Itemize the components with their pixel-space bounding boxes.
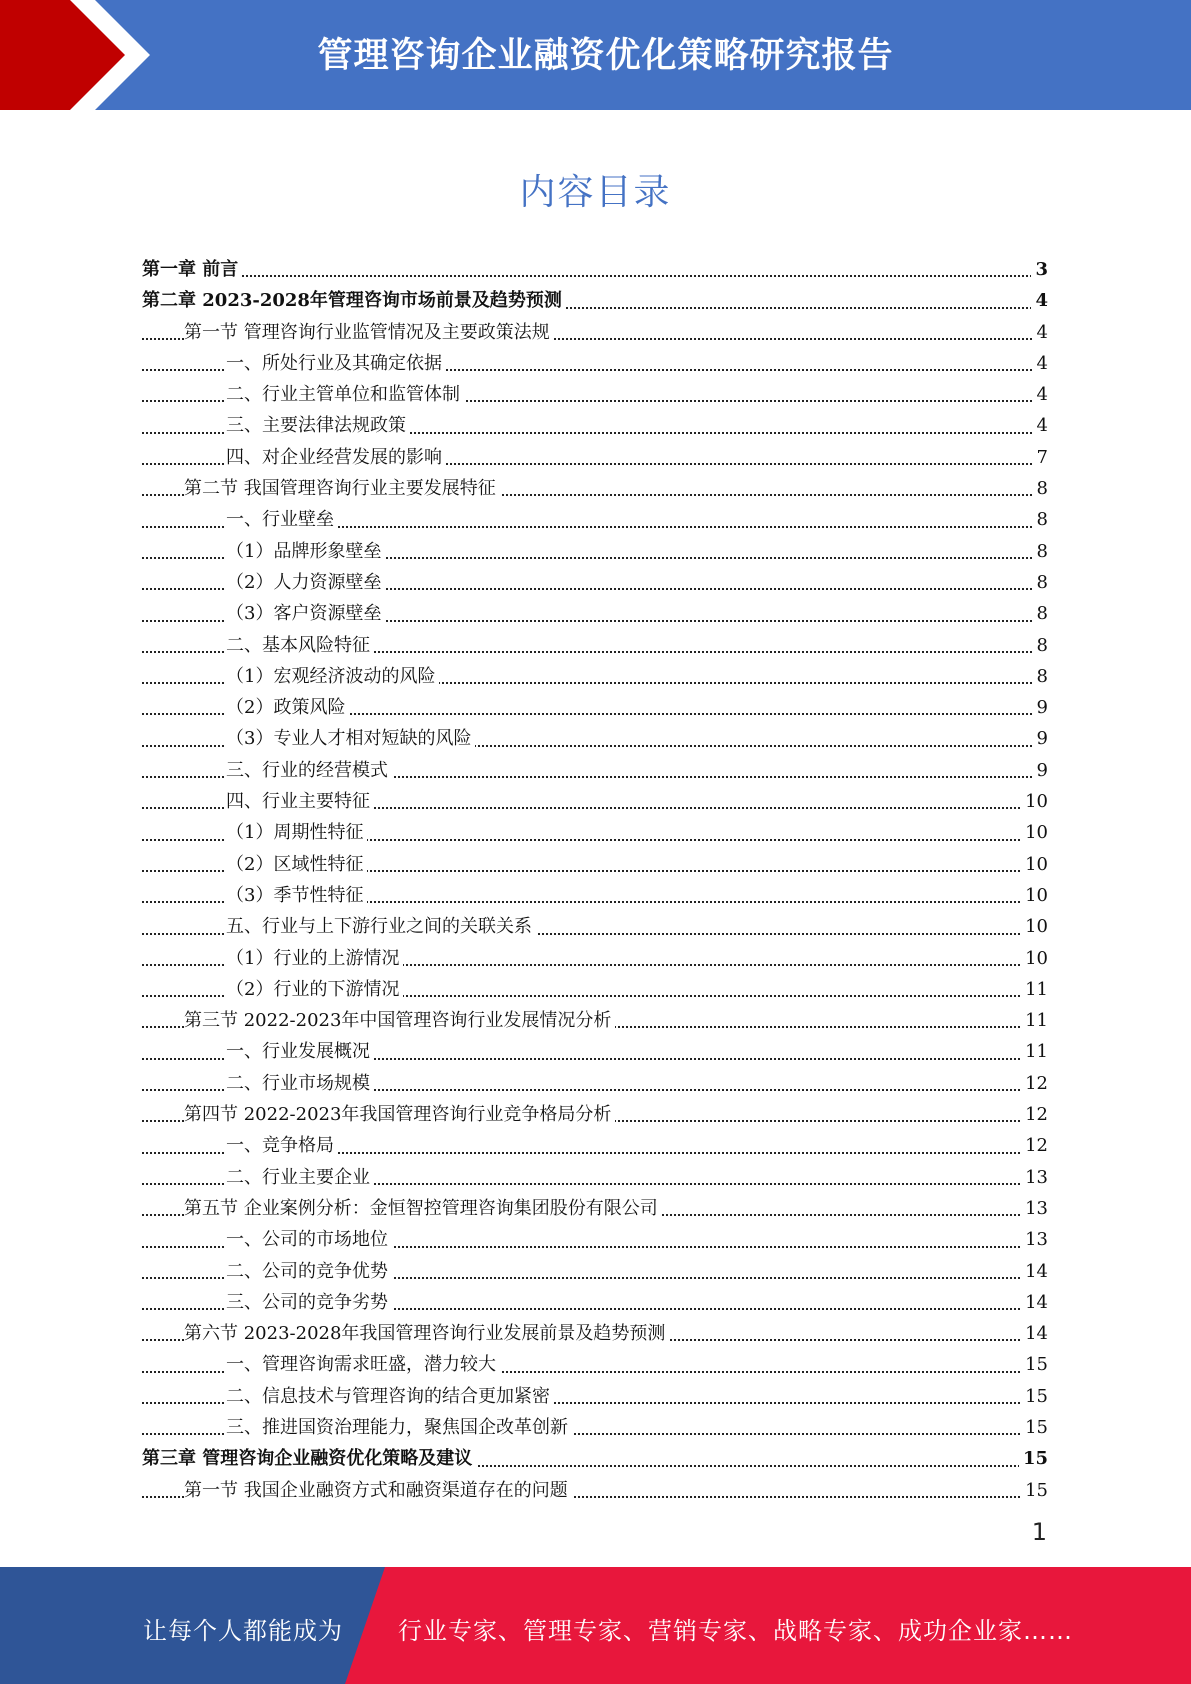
toc-entry[interactable] <box>142 598 1048 629</box>
toc-entry-title: 二、行业市场规模 <box>226 1068 374 1099</box>
toc-entry-title: 第二节 我国管理咨询行业主要发展特征 <box>184 473 500 504</box>
toc-entry-page: 10 <box>1021 817 1048 848</box>
toc-entry-page: 8 <box>1033 661 1048 692</box>
toc-entry-title: 第三节 2022-2023年中国管理咨询行业发展情况分析 <box>184 1005 615 1036</box>
toc-entry[interactable] <box>142 1068 1048 1099</box>
toc-heading: 内容目录 <box>519 172 672 213</box>
toc-entry[interactable] <box>142 317 1048 348</box>
toc-entry-page: 11 <box>1021 1005 1048 1036</box>
toc-entry[interactable] <box>142 849 1048 880</box>
toc-entry[interactable] <box>142 911 1048 942</box>
toc-entry-title: 四、对企业经营发展的影响 <box>226 442 446 473</box>
toc-entry-page: 14 <box>1021 1256 1048 1287</box>
toc-entry[interactable] <box>142 1162 1048 1193</box>
toc-entry[interactable] <box>142 1224 1048 1255</box>
toc-entry[interactable] <box>142 410 1048 441</box>
toc-entry-title: 一、行业壁垒 <box>226 504 338 535</box>
toc-entry-page: 15 <box>1019 1443 1048 1474</box>
toc-entry[interactable] <box>142 536 1048 567</box>
toc-entry-page: 8 <box>1033 504 1048 535</box>
page-number: 1 <box>1031 1518 1047 1546</box>
report-title: 管理咨询企业融资优化策略研究报告 <box>317 36 894 76</box>
toc-entry-title: （1）行业的上游情况 <box>226 943 403 974</box>
toc-entry-title: 三、推进国资治理能力，聚焦国企改革创新 <box>226 1412 572 1443</box>
toc-entry-page: 8 <box>1033 473 1048 504</box>
toc-entry-page: 11 <box>1021 1036 1048 1067</box>
toc-entry-title: 一、管理咨询需求旺盛，潜力较大 <box>226 1349 500 1380</box>
toc-entry[interactable] <box>142 1287 1048 1318</box>
toc-entry-title: 三、主要法律法规政策 <box>226 410 410 441</box>
toc-entry[interactable] <box>142 661 1048 692</box>
toc-entry-page: 11 <box>1021 974 1048 1005</box>
toc-entry[interactable] <box>142 348 1048 379</box>
toc-entry-title: （3）客户资源壁垒 <box>226 598 385 629</box>
toc-entry-page: 13 <box>1021 1193 1048 1224</box>
toc-entry-title: 第五节 企业案例分析：金恒智控管理咨询集团股份有限公司 <box>184 1193 662 1224</box>
toc-entry[interactable] <box>142 817 1048 848</box>
toc-entry-title: （2）区域性特征 <box>226 849 367 880</box>
toc-entry[interactable] <box>142 880 1048 911</box>
toc-entry-title: 一、行业发展概况 <box>226 1036 374 1067</box>
toc-entry-page: 9 <box>1033 755 1048 786</box>
toc-entry-title: （2）政策风险 <box>226 692 349 723</box>
toc-entry-title: 三、公司的竞争劣势 <box>226 1287 392 1318</box>
toc-entry-title: 二、公司的竞争优势 <box>226 1256 392 1287</box>
toc-entry[interactable] <box>142 786 1048 817</box>
toc-entry-page: 10 <box>1021 786 1048 817</box>
toc-entry-page: 15 <box>1021 1412 1048 1443</box>
toc-entry-page: 3 <box>1031 254 1048 285</box>
toc-entry-title: 一、公司的市场地位 <box>226 1224 392 1255</box>
toc-entry-title: 第一章 前言 <box>142 254 242 285</box>
toc-entry-title: 第一节 我国企业融资方式和融资渠道存在的问题 <box>184 1475 572 1506</box>
toc-entry-title: 一、所处行业及其确定依据 <box>226 348 446 379</box>
toc-entry[interactable] <box>142 1099 1048 1130</box>
toc-entry[interactable] <box>142 254 1048 285</box>
toc-entry-title: （3）专业人才相对短缺的风险 <box>226 723 475 754</box>
toc-entry-page: 8 <box>1033 536 1048 567</box>
toc-entry-page: 9 <box>1033 692 1048 723</box>
toc-entry-page: 14 <box>1021 1287 1048 1318</box>
toc-entry-page: 15 <box>1021 1475 1048 1506</box>
toc-entry[interactable] <box>142 755 1048 786</box>
toc-entry[interactable] <box>142 943 1048 974</box>
toc-entry[interactable] <box>142 723 1048 754</box>
toc-entry[interactable] <box>142 630 1048 661</box>
toc-entry-page: 8 <box>1033 598 1048 629</box>
toc-entry-title: （1）周期性特征 <box>226 817 367 848</box>
toc-entry-page: 8 <box>1033 630 1048 661</box>
toc-entry-title: 第四节 2022-2023年我国管理咨询行业竞争格局分析 <box>184 1099 615 1130</box>
toc-entry-title: 第二章 2023-2028年管理咨询市场前景及趋势预测 <box>142 285 566 316</box>
toc-entry[interactable] <box>142 1381 1048 1412</box>
toc-entry-title: 二、信息技术与管理咨询的结合更加紧密 <box>226 1381 554 1412</box>
toc-entry[interactable] <box>142 1193 1048 1224</box>
toc-entry-page: 9 <box>1033 723 1048 754</box>
toc-entry-page: 13 <box>1021 1162 1048 1193</box>
toc-entry-page: 15 <box>1021 1349 1048 1380</box>
toc-entry[interactable] <box>142 1318 1048 1349</box>
toc-entry-title: 一、竞争格局 <box>226 1130 338 1161</box>
toc-entry-page: 4 <box>1033 317 1048 348</box>
toc-entry-page: 4 <box>1033 410 1048 441</box>
toc-entry-title: （1）品牌形象壁垒 <box>226 536 385 567</box>
toc-entry-page: 10 <box>1021 849 1048 880</box>
footer-slogan-left: 让每个人都能成为 <box>143 1617 343 1645</box>
toc-entry-page: 10 <box>1021 943 1048 974</box>
toc-entry[interactable] <box>142 379 1048 410</box>
toc-entry-page: 4 <box>1033 348 1048 379</box>
toc-entry-title: （3）季节性特征 <box>226 880 367 911</box>
toc-entry[interactable] <box>142 1412 1048 1443</box>
toc-entry-page: 15 <box>1021 1381 1048 1412</box>
toc-entry-title: 第三章 管理咨询企业融资优化策略及建议 <box>142 1443 476 1474</box>
toc-entry[interactable] <box>142 1475 1048 1506</box>
toc-entry-page: 4 <box>1033 379 1048 410</box>
toc-entry-title: （2）人力资源壁垒 <box>226 567 385 598</box>
toc-entry[interactable] <box>142 1443 1048 1474</box>
toc-entry[interactable] <box>142 974 1048 1005</box>
toc-entry-title: 二、基本风险特征 <box>226 630 374 661</box>
toc-entry-title: 第六节 2023-2028年我国管理咨询行业发展前景及趋势预测 <box>184 1318 669 1349</box>
toc-entry-title: 四、行业主要特征 <box>226 786 374 817</box>
toc-entry[interactable] <box>142 1005 1048 1036</box>
toc-entry[interactable] <box>142 1349 1048 1380</box>
toc-entry-page: 7 <box>1033 442 1048 473</box>
toc-entry[interactable] <box>142 692 1048 723</box>
toc-entry-title: （2）行业的下游情况 <box>226 974 403 1005</box>
toc-entry[interactable] <box>142 285 1048 316</box>
toc-entry[interactable] <box>142 1036 1048 1067</box>
toc-entry-page: 10 <box>1021 911 1048 942</box>
toc-entry-title: 三、行业的经营模式 <box>226 755 392 786</box>
footer-banner <box>0 1567 1191 1684</box>
toc-entry-title: 二、行业主管单位和监管体制 <box>226 379 464 410</box>
toc-entry-title: 第一节 管理咨询行业监管情况及主要政策法规 <box>184 317 554 348</box>
toc-entry-page: 8 <box>1033 567 1048 598</box>
toc-entry-page: 12 <box>1021 1130 1048 1161</box>
toc-entry-title: （1）宏观经济波动的风险 <box>226 661 439 692</box>
toc-entry-page: 10 <box>1021 880 1048 911</box>
toc-entry-page: 12 <box>1021 1099 1048 1130</box>
toc-entry[interactable] <box>142 1130 1048 1161</box>
footer-slogan-right: 行业专家、管理专家、营销专家、战略专家、成功企业家…… <box>398 1617 1073 1645</box>
toc-entry[interactable] <box>142 567 1048 598</box>
toc-entry-title: 五、行业与上下游行业之间的关联关系 <box>226 911 536 942</box>
toc-entry[interactable] <box>142 1256 1048 1287</box>
toc-entry[interactable] <box>142 442 1048 473</box>
toc-entry-page: 12 <box>1021 1068 1048 1099</box>
table-of-contents <box>142 254 1048 1506</box>
toc-entry[interactable] <box>142 473 1048 504</box>
toc-entry[interactable] <box>142 504 1048 535</box>
toc-entry-title: 二、行业主要企业 <box>226 1162 374 1193</box>
toc-entry-page: 14 <box>1021 1318 1048 1349</box>
header-banner <box>0 0 1191 110</box>
toc-entry-page: 4 <box>1031 285 1048 316</box>
toc-entry-page: 13 <box>1021 1224 1048 1255</box>
